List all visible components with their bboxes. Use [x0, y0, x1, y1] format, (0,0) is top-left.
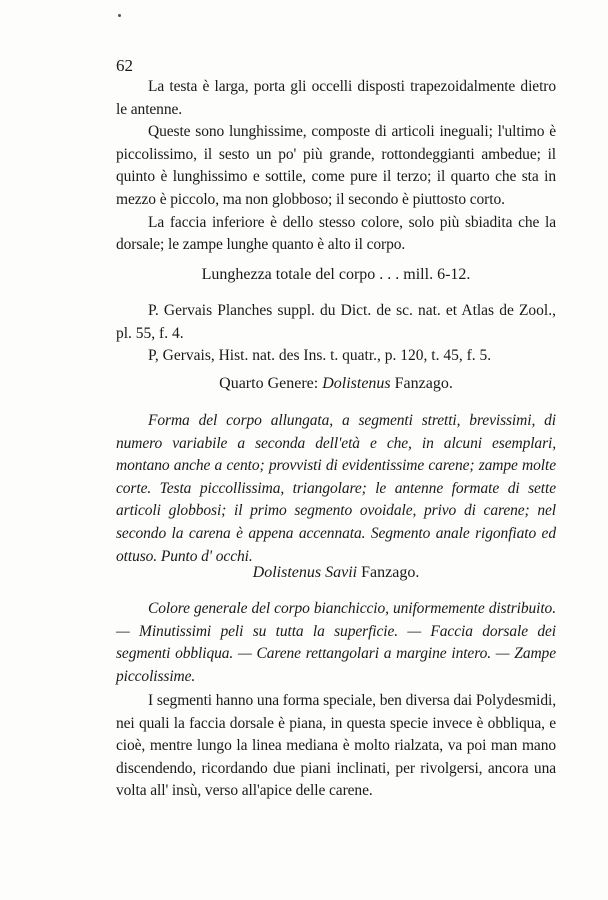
print-speck: [118, 14, 121, 17]
reference-2: P, Gervais, Hist. nat. des Ins. t. quatr., p. 120, t. 45, f. 5.: [148, 347, 492, 365]
page-number: 62: [116, 56, 133, 75]
paragraph-head: La testa è larga, porta gli occelli disposti trapezoidalmente dietro le antenne.: [116, 78, 556, 118]
closing-paragraph: I segmenti hanno una forma speciale, ben diversa dai Polydesmidi, nei quali la faccia dorsale è piana, in questa specie invece è obbliqua, e cioè, mentre lungo la linea mediana è molto rialzata, va poi man mano discendendo, ricordando due piani inclinati, per rivolgersi, ancora una volta all' insù, verso all'apice delle carene.: [116, 692, 557, 800]
genus-name: Dolistenus: [322, 375, 391, 392]
genus-author: Fanzago.: [390, 375, 453, 392]
intro-section: [116, 76, 556, 257]
species-author: Fanzago.: [357, 564, 420, 581]
reference-1: P. Gervais Planches suppl. du Dict. de sc. nat. et Atlas de Zool., pl. 55, f. 4.: [116, 302, 556, 342]
body-length-measurement: Lunghezza totale del corpo . . . mill. 6-12.: [201, 266, 471, 283]
closing-section: [116, 690, 556, 803]
species-name: Dolistenus Savii: [252, 564, 358, 581]
species-description-section: [116, 598, 556, 688]
genus-description: Forma del corpo allungata, a segmenti stretti, brevissimi, di numero variabile a seconda dell'età e che, in alcuni esemplari, montano anche a cento; provvisti di evidentissime carene; zampe molte corte. Testa piccollissima, triangolare; le antenne formate di sette articoli globbosi; il primo segmento ovoidale, privo di carene; nel secondo la carena è appena accennata. Segmento anale rigonfiato ed ottuso. Punto d' occhi.: [116, 412, 556, 565]
genus-heading-prefix: Quarto Genere:: [219, 375, 323, 392]
genus-description-section: [116, 410, 556, 568]
paragraph-underside: La faccia inferiore è dello stesso colore, solo più sbiadita che la dorsale; le zampe lunghe quanto è alto il corpo.: [116, 213, 556, 254]
paragraph-antennae: Queste sono lunghissime, composte di articoli ineguali; l'ultimo è piccolissimo, il sesto un po' più grande, rottondeggianti ambedue; il quinto è lunghissimo e sottile, come pure il terzo; il quarto che sta in mezzo è piccolo, ma non globboso; il secondo è piuttosto corto.: [116, 123, 556, 208]
species-heading: [116, 564, 556, 582]
references: [116, 300, 556, 368]
species-description: Colore generale del corpo bianchiccio, uniformemente distribuito. — Minutissimi peli su tutta la superficie. — Faccia dorsale dei segmenti obbliqua. — Carene rettangolari a margine intero. — Zampe piccolissime.: [116, 600, 556, 685]
genus-heading: [116, 375, 556, 393]
